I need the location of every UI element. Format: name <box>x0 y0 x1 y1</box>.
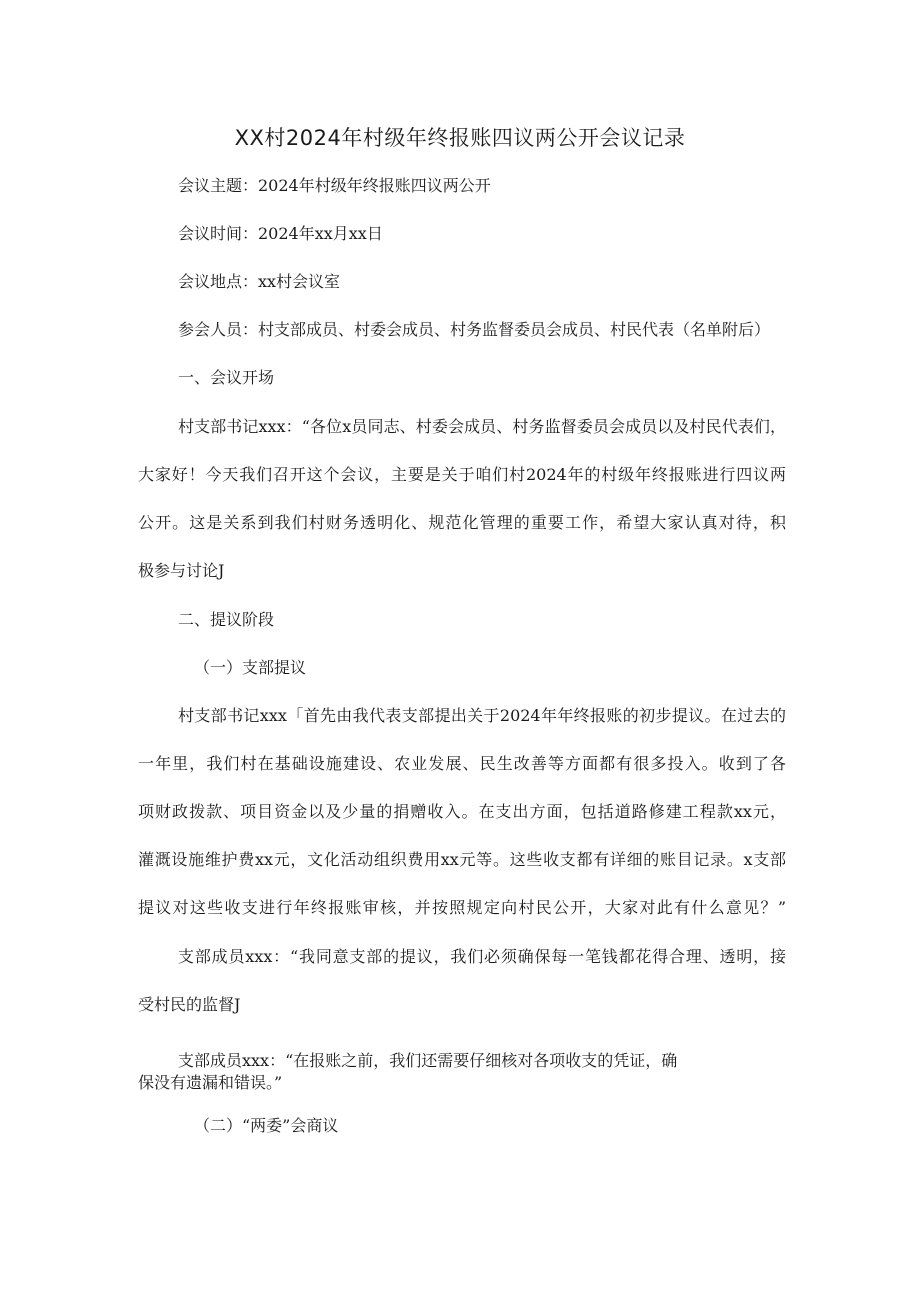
subsection-heading-branch: （一）支部提议 <box>194 658 307 677</box>
paragraph-line: 灌溉设施维护费xx元，文化活动组织费用xx元等。这些收支都有详细的账目记录。x支部 <box>138 850 786 869</box>
meeting-attendees: 参会人员：村支部成员、村委会成员、村务监督委员会成员、村民代表（名单附后） <box>178 320 771 339</box>
paragraph-line: 公开。这是关系到我们村财务透明化、规范化管理的重要工作，希望大家认真对待，积 <box>138 513 786 532</box>
subsection-heading-two-committees: （二）“两委”会商议 <box>194 1116 339 1135</box>
paragraph-line: 一年里，我们村在基础设施建设、农业发展、民生改善等方面都有很多投入。收到了各 <box>138 754 786 773</box>
paragraph-line: 村支部书记xxx：“各位x员同志、村委会成员、村务监督委员会成员以及村民代表们， <box>178 417 786 436</box>
meeting-time: 会议时间：2024年xx月xx日 <box>178 224 383 243</box>
paragraph-line: 极参与讨论J <box>138 561 225 580</box>
paragraph-line: 保没有遗漏和错误。” <box>138 1073 283 1092</box>
meeting-location: 会议地点：xx村会议室 <box>178 272 341 291</box>
document-title: XX村2024年村级年终报账四议两公开会议记录 <box>234 126 686 150</box>
paragraph-line: 受村民的监督J <box>138 995 241 1014</box>
paragraph-line: 支部成员xxx：“我同意支部的提议，我们必须确保每一笔钱都花得合理、透明，接 <box>178 947 786 966</box>
paragraph-line: 项财政拨款、项目资金以及少量的捐赠收入。在支出方面，包括道路修建工程款xx元， <box>138 802 786 821</box>
paragraph-line: 支部成员xxx：“在报账之前，我们还需要仔细核对各项收支的凭证，确 <box>178 1051 678 1070</box>
paragraph-line: 大家好！今天我们召开这个会议，主要是关于咱们村2024年的村级年终报账进行四议两 <box>138 465 786 484</box>
paragraph-line: 提议对这些收支进行年终报账审核，并按照规定向村民公开，大家对此有什么意见？” <box>138 898 786 917</box>
paragraph-line: 村支部书记xxx「首先由我代表支部提出关于2024年年终报账的初步提议。在过去的 <box>178 706 786 725</box>
meeting-topic: 会议主题：2024年村级年终报账四议两公开 <box>178 176 491 195</box>
section-heading-opening: 一、会议开场 <box>178 368 275 387</box>
section-heading-proposal: 二、提议阶段 <box>178 610 275 629</box>
